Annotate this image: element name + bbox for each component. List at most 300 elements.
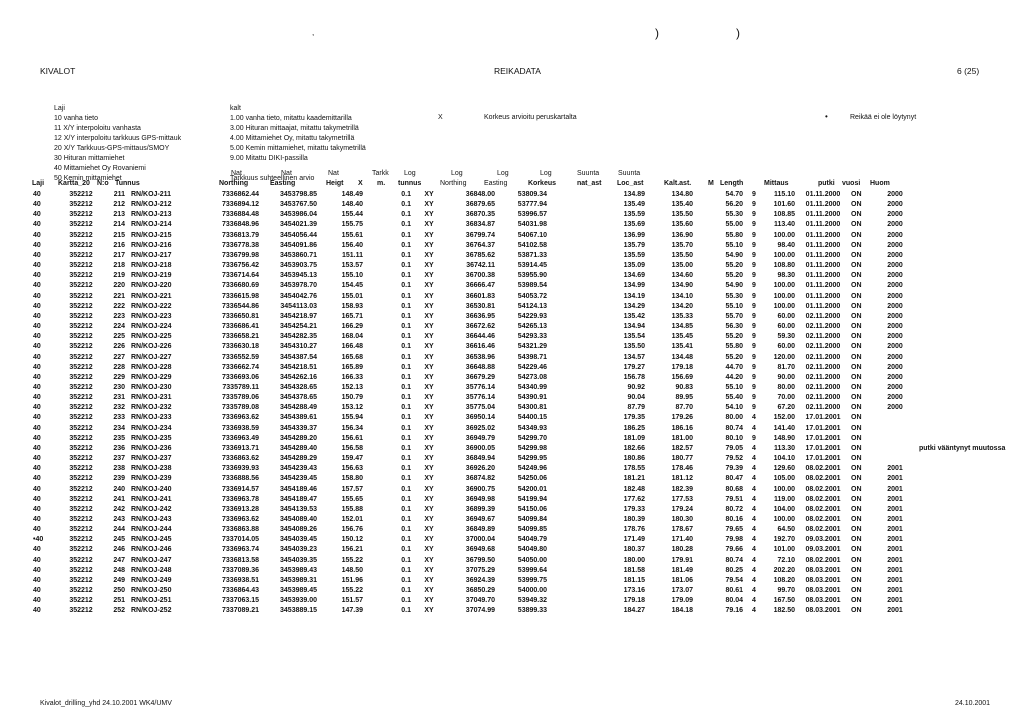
col-m-method: M [708,180,714,187]
cell-M: 9 [752,373,756,381]
cell-la: 135.50 [671,211,693,219]
cell-le: 53777.94 [517,201,547,209]
cell-kartta: 352212 [69,414,93,422]
cell-v: 2001 [887,587,903,595]
cell-no: 230 [113,383,125,391]
cell-e: 3453889.15 [280,607,317,615]
cell-ka: 55.30 [725,292,743,300]
cell-x [366,302,386,312]
cell-k [550,464,596,474]
cell-laji: 40 [33,597,41,605]
cell-v: 2000 [887,343,903,351]
cell-kartta: 352212 [69,465,93,473]
cell-na: 134.99 [623,282,645,290]
cell-la: 179.91 [671,556,693,564]
cell-ln: 36848.00 [465,191,495,198]
cell-n: 7336680.69 [222,282,259,290]
cell-tunnus: RN/KOJ-211 [131,191,172,198]
cell-ka: 56.20 [725,201,743,209]
cell-la: 184.18 [671,607,693,615]
cell-mit: 08.02.2001 [805,556,841,564]
cell-ka: 80.68 [725,485,743,493]
cell-t: XY [424,475,434,483]
cell-m: 0.1 [401,201,411,209]
cell-M: 9 [752,312,756,320]
cell-k [550,495,596,505]
cell-m: 0.1 [401,475,411,483]
cell-kartta: 352212 [69,282,93,290]
cell-huom [916,261,1008,271]
cell-v: 2000 [887,211,903,219]
scan-mark: ) [655,26,659,40]
table-row [30,383,1008,393]
cell-x [366,383,386,393]
cell-e: 3454039.45 [280,536,317,544]
cell-m: 0.1 [401,495,411,503]
cell-t: XY [424,292,434,300]
cell-mit: 08.02.2001 [805,485,841,493]
cell-h: 152.01 [341,516,363,523]
cell-mit: 01.11.2000 [805,231,841,239]
cell-p: ON [851,465,862,473]
cell-tunnus: RN/KOJ-252 [131,607,172,615]
cell-x [366,444,386,454]
cell-na: 184.27 [623,607,645,615]
cell-t: XY [424,455,434,463]
cell-laji: 40 [33,526,41,534]
cell-no: 239 [113,475,125,483]
cell-na: 181.15 [623,576,645,584]
cell-p: ON [851,211,862,219]
cell-e: 3454387.54 [280,353,317,361]
cell-mit: 01.11.2000 [805,191,841,198]
cell-t: XY [424,241,434,249]
cell-la: 178.46 [671,465,693,473]
cell-mit: 17.01.2001 [805,434,841,442]
cell-laji: 40 [33,383,41,391]
cell-h: 155.01 [341,292,363,300]
cell-k [550,444,596,454]
cell-la: 180.30 [671,516,693,523]
table-row [30,200,1008,210]
cell-le: 54099.85 [517,526,547,534]
cell-huom [916,434,1008,444]
cell-no: 215 [113,231,125,239]
table-row [30,342,1008,352]
cell-le: 54299.98 [517,444,547,452]
cell-e: 3454218.51 [280,363,317,371]
cell-m: 0.1 [401,383,411,391]
cell-laji: 40 [33,292,41,300]
cell-laji: 40 [33,394,41,402]
cell-tunnus: RN/KOJ-216 [131,241,172,249]
cell-n: 7336913.71 [222,444,259,452]
cell-laji: 40 [33,191,41,198]
cell-la: 180.77 [671,455,693,463]
cell-huom [916,231,1008,241]
cell-v: 2000 [887,353,903,361]
cell-mit: 08.03.2001 [805,587,841,595]
cell-mit: 01.11.2000 [805,292,841,300]
cell-huom [916,271,1008,281]
cell-huom [916,292,1008,302]
cell-tunnus: RN/KOJ-219 [131,272,172,280]
legend-item: 3.00 Hituran mittaajat, mitattu takymetrillä [230,125,359,132]
cell-e: 3453767.50 [280,201,317,209]
cell-t: XY [424,444,434,452]
cell-n: 7336799.98 [222,251,259,259]
cell-huom [916,545,1008,555]
cell-no: 240 [113,485,125,493]
cell-t: XY [424,383,434,391]
cell-m: 0.1 [401,221,411,229]
cell-tunnus: RN/KOJ-231 [131,394,172,402]
cell-na: 90.04 [627,394,645,402]
cell-tunnus: RN/KOJ-214 [131,221,172,229]
cell-ln: 36644.46 [465,333,495,341]
cell-m: 0.1 [401,312,411,320]
cell-kartta: 352212 [69,272,93,280]
cell-v: 2000 [887,383,903,391]
cell-huom [916,403,1008,413]
cell-no: 226 [113,343,125,351]
cell-kartta: 352212 [69,343,93,351]
cell-len: 115.10 [773,191,795,198]
cell-tunnus: RN/KOJ-226 [131,343,172,351]
cell-le: 54150.06 [517,505,547,513]
header-title: REIKADATA [494,66,541,76]
cell-n: 7336894.12 [222,201,259,209]
cell-M: 4 [752,536,756,544]
cell-no: 212 [113,201,125,209]
cell-M: 4 [752,505,756,513]
cell-t: XY [424,251,434,259]
cell-mit: 01.11.2000 [805,211,841,219]
cell-ln: 36538.96 [465,353,495,361]
cell-no: 241 [113,495,125,503]
cell-no: 249 [113,576,125,584]
cell-t: XY [424,191,434,198]
cell-v: 2000 [887,241,903,249]
legend-laji [54,104,181,184]
cell-p: ON [851,363,862,371]
cell-k [550,292,596,302]
cell-x [366,474,386,484]
cell-x [366,403,386,413]
cell-huom [916,556,1008,566]
cell-no: 248 [113,566,125,574]
cell-tunnus: RN/KOJ-232 [131,404,172,412]
cell-huom [916,383,1008,393]
cell-p: ON [851,394,862,402]
cell-mit: 01.11.2000 [805,221,841,229]
col-length: Length [720,180,744,187]
cell-kartta: 352212 [69,201,93,209]
cell-la: 173.07 [671,587,693,595]
cell-p: ON [851,302,862,310]
cell-h: 153.12 [341,404,363,412]
cell-n: 7336650.81 [222,312,259,320]
cell-h: 155.61 [341,231,363,239]
cell-p: ON [851,383,862,391]
cell-p: ON [851,191,862,198]
cell-len: 101.00 [773,546,795,554]
cell-le: 54400.15 [517,414,547,422]
cell-M: 4 [752,455,756,463]
cell-len: 98.40 [777,241,795,249]
cell-la: 180.28 [671,546,693,554]
cell-len: 104.10 [773,455,795,463]
cell-M: 9 [752,292,756,300]
cell-k [550,525,596,535]
cell-m: 0.1 [401,373,411,381]
cell-laji: 40 [33,587,41,595]
cell-v: 2001 [887,505,903,513]
legend-item: 10 vanha tieto [54,115,98,122]
cell-laji: 40 [33,312,41,320]
cell-e: 3454089.26 [280,526,317,534]
cell-n: 7336939.93 [222,465,259,473]
cell-t: XY [424,394,434,402]
col-putki: putki [818,180,835,187]
cell-le: 54250.06 [517,475,547,483]
cell-ln: 36879.65 [465,201,495,209]
cell-m: 0.1 [401,302,411,310]
cell-p: ON [851,424,862,432]
cell-mit: 02.11.2000 [805,383,841,391]
cell-x [366,342,386,352]
cell-na: 180.37 [623,546,645,554]
cell-le: 54349.93 [517,424,547,432]
cell-mit: 17.01.2001 [805,414,841,422]
cell-m: 0.1 [401,434,411,442]
cell-ka: 79.98 [725,536,743,544]
cell-M: 9 [752,241,756,249]
cell-la: 134.85 [671,323,693,331]
cell-ka: 44.20 [725,373,743,381]
drilling-data-table [30,190,1008,617]
cell-mit: 08.03.2001 [805,576,841,584]
cell-h: 156.63 [341,465,363,473]
cell-p: ON [851,343,862,351]
cell-m: 0.1 [401,323,411,331]
cell-e: 3454339.37 [280,424,317,432]
col-heigt: Heigt [326,180,344,187]
cell-no: 251 [113,597,125,605]
cell-ln: 36601.83 [465,292,495,300]
cell-e: 3454189.46 [280,485,317,493]
cell-tunnus: RN/KOJ-246 [131,546,172,554]
cell-ka: 55.70 [725,312,743,320]
cell-tunnus: RN/KOJ-247 [131,556,172,564]
cell-t: XY [424,576,434,584]
cell-ln: 35776.14 [465,383,495,391]
cell-M: 4 [752,576,756,584]
cell-len: 108.20 [773,576,795,584]
cell-k [550,281,596,291]
cell-ka: 80.25 [725,566,743,574]
table-row [30,515,1008,525]
cell-n: 7336888.56 [222,475,259,483]
cell-x [366,251,386,261]
legend-dot-mark: • [825,112,828,121]
cell-le: 53955.90 [517,272,547,280]
cell-laji: 40 [33,566,41,574]
cell-m: 0.1 [401,556,411,564]
cell-ln: 36900.05 [465,444,495,452]
cell-na: 156.78 [623,373,645,381]
cell-M: 4 [752,465,756,473]
cell-tunnus: RN/KOJ-233 [131,414,172,422]
cell-la: 181.00 [671,434,693,442]
cell-p: ON [851,231,862,239]
legend-dot-text: Reikää ei ole löytynyt [850,114,917,121]
cell-M: 9 [752,333,756,341]
cell-la: 179.26 [671,414,693,422]
cell-huom: putki vääntynyt muutossa [919,444,1006,452]
cell-ka: 55.40 [725,394,743,402]
table-row [30,464,1008,474]
cell-na: 186.25 [623,424,645,432]
cell-na: 135.42 [623,312,645,320]
cell-laji: 40 [33,414,41,422]
cell-ln: 36949.79 [465,434,495,442]
cell-h: 166.48 [341,343,363,351]
cell-ln: 36834.87 [465,221,495,229]
col-log-top: Log [451,170,463,177]
cell-mit: 08.02.2001 [805,526,841,534]
cell-t: XY [424,597,434,605]
cell-mit: 08.02.2001 [805,465,841,473]
cell-m: 0.1 [401,282,411,290]
cell-p: ON [851,414,862,422]
table-row [30,241,1008,251]
cell-le: 53914.45 [517,262,547,270]
cell-kartta: 352212 [69,363,93,371]
cell-M: 9 [752,211,756,219]
cell-mit: 01.11.2000 [805,241,841,249]
cell-huom [916,190,1008,200]
col-vuosi: vuosi [842,180,861,187]
cell-m: 0.1 [401,251,411,259]
cell-no: 250 [113,587,125,595]
cell-huom [916,474,1008,484]
cell-p: ON [851,444,862,452]
cell-ln: 36616.46 [465,343,495,351]
cell-la: 134.48 [671,353,693,361]
scan-mark: , [312,28,315,37]
cell-le: 54099.84 [517,516,547,523]
cell-k [550,231,596,241]
cell-t: XY [424,343,434,351]
cell-ka: 79.54 [725,576,743,584]
cell-len: 129.60 [773,465,795,473]
cell-laji: 40 [33,444,41,452]
cell-tunnus: RN/KOJ-245 [131,536,172,544]
cell-na: 179.18 [623,597,645,605]
cell-v: 2001 [887,556,903,564]
cell-huom [916,606,1008,616]
cell-la: 135.45 [671,333,693,341]
cell-len: 100.00 [773,485,795,493]
cell-len: 59.30 [777,333,795,341]
cell-no: 219 [113,272,125,280]
cell-M: 9 [752,434,756,442]
cell-len: 104.00 [773,505,795,513]
cell-kartta: 352212 [69,211,93,219]
cell-p: ON [851,526,862,534]
cell-ka: 54.70 [725,191,743,198]
cell-m: 0.1 [401,607,411,615]
table-row [30,556,1008,566]
cell-e: 3454289.29 [280,455,317,463]
cell-tunnus: RN/KOJ-228 [131,363,172,371]
cell-n: 7335789.06 [222,394,259,402]
cell-M: 4 [752,587,756,595]
cell-n: 7336884.48 [222,211,259,219]
cell-k [550,535,596,545]
cell-huom [916,413,1008,423]
cell-m: 0.1 [401,546,411,554]
cell-huom [916,200,1008,210]
cell-e: 3454189.47 [280,495,317,503]
cell-k [550,383,596,393]
cell-ka: 80.74 [725,556,743,564]
cell-kartta: 352212 [69,546,93,554]
table-row [30,190,1008,200]
cell-le: 54031.98 [517,221,547,229]
cell-huom [916,241,1008,251]
cell-len: 70.00 [777,394,795,402]
table-row [30,485,1008,495]
cell-p: ON [851,516,862,523]
cell-na: 179.33 [623,505,645,513]
cell-x [366,210,386,220]
cell-e: 3453939.00 [280,597,317,605]
cell-m: 0.1 [401,566,411,574]
cell-p: ON [851,241,862,249]
cell-la: 179.09 [671,597,693,605]
cell-mit: 08.03.2001 [805,566,841,574]
cell-M: 9 [752,343,756,351]
cell-x [366,271,386,281]
cell-kartta: 352212 [69,505,93,513]
legend-item: 9.00 Mitattu DIKI-passilla [230,155,308,162]
cell-tunnus: RN/KOJ-238 [131,465,172,473]
cell-huom [916,393,1008,403]
cell-len: 119.00 [773,495,795,503]
cell-ka: 79.16 [725,607,743,615]
col-log-top: Log [540,170,552,177]
cell-x [366,596,386,606]
table-row [30,231,1008,241]
cell-la: 134.90 [671,282,693,290]
cell-h: 148.40 [341,201,363,209]
cell-le: 54050.00 [517,556,547,564]
cell-laji: 40 [33,211,41,219]
cell-mit: 01.11.2000 [805,282,841,290]
cell-h: 155.22 [341,587,363,595]
cell-n: 7337014.05 [222,536,259,544]
cell-len: 152.00 [773,414,795,422]
cell-le: 54273.08 [517,373,547,381]
cell-ka: 55.10 [725,302,743,310]
cell-t: XY [424,505,434,513]
cell-la: 135.70 [671,241,693,249]
cell-le: 54321.29 [517,343,547,351]
cell-len: 64.50 [777,526,795,534]
cell-huom [916,302,1008,312]
